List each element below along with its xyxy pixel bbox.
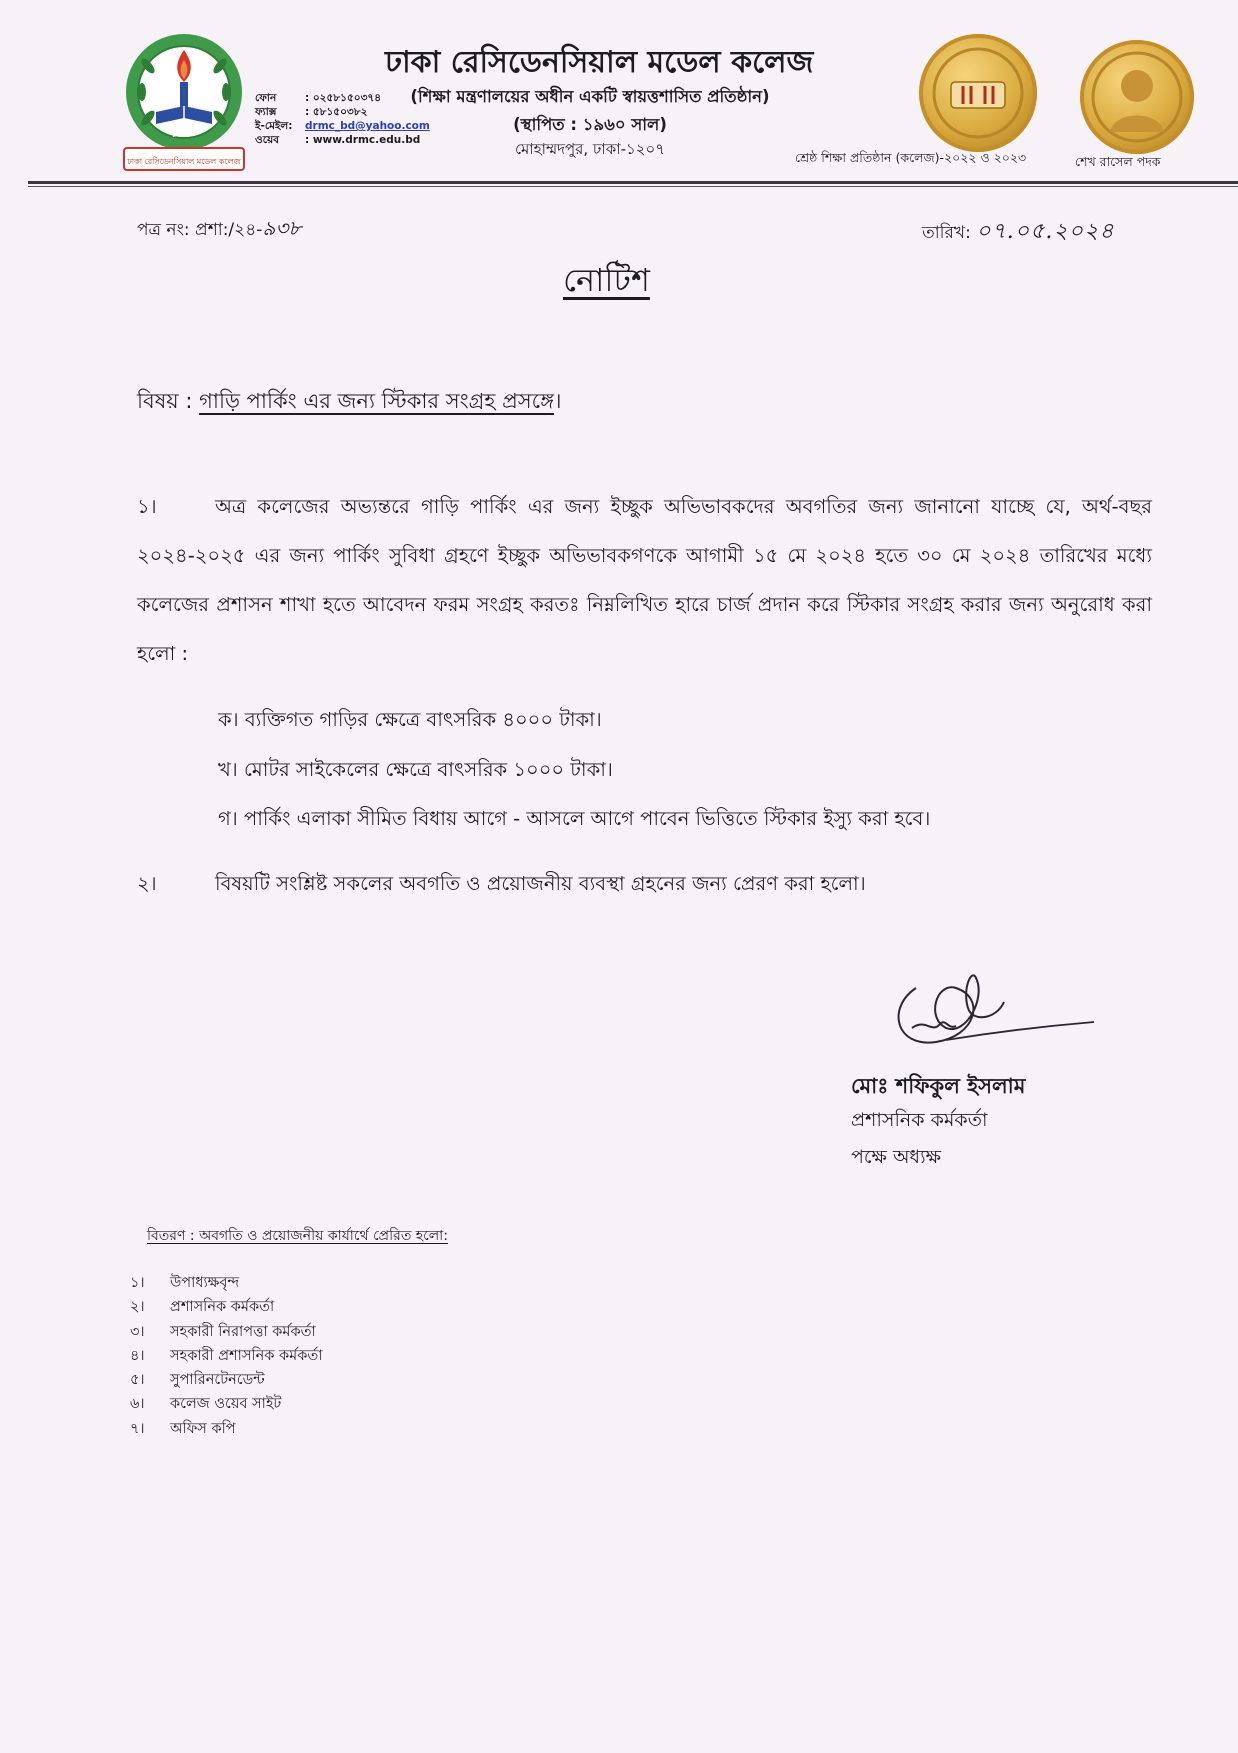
paragraph-1 [137, 482, 1152, 678]
charge-item-motorcycle: খ। মোটর সাইকেলের ক্ষেত্রে বাৎসরিক ১০০০ টাকা। [218, 758, 613, 781]
contact-web [255, 133, 455, 147]
memo-number-handwritten: ৯৩৮ [262, 216, 302, 240]
contact-web-value: : www.drmc.edu.bd [305, 134, 421, 146]
contact-fax [255, 105, 455, 119]
contact-email [255, 119, 455, 133]
list-item-number: ১। [130, 1275, 145, 1291]
list-item [130, 1344, 322, 1368]
contact-email-label: ই-মেইল: [255, 120, 293, 132]
contact-fax-value: : ৫৮১৫০৩৮২ [305, 106, 368, 118]
list-item-number: ২। [130, 1299, 145, 1316]
charge-item-car: ক। ব্যক্তিগত গাড়ির ক্ষেত্রে বাৎসরিক ৪০০০ টাকা। [218, 708, 602, 731]
contact-fax-label: ফ্যাক্স [255, 106, 277, 118]
list-item-text: উপাধ্যক্ষবৃন্দ [170, 1275, 240, 1291]
list-item-text: সহকারী প্রশাসনিক কর্মকর্তা [170, 1347, 323, 1364]
college-logo [118, 30, 250, 178]
notice-date [922, 214, 1115, 251]
list-item-number: ৭। [130, 1420, 145, 1437]
subject-label: বিষয় : [137, 389, 193, 413]
list-item-number: ৩। [130, 1323, 145, 1340]
contact-web-label: ওয়েব [255, 134, 279, 146]
notice-title: নোটিশ [563, 261, 650, 299]
list-item-text: প্রশাসনিক কর্মকর্তা [170, 1299, 275, 1316]
distribution-list [130, 1271, 322, 1441]
list-item [130, 1417, 322, 1441]
date-value-handwritten: ০৭.০৫.২০২৪ [976, 219, 1115, 244]
signer-on-behalf: পক্ষে অধ্যক্ষ [851, 1146, 941, 1168]
signer-name: মোঃ শফিকুল ইসলাম [851, 1074, 1026, 1098]
college-address: মোহাম্মদপুর, ঢাকা-১২০৭ [514, 140, 666, 158]
college-subtitle: (শিক্ষা মন্ত্রণালয়ের অধীন একটি স্বায়ত্তশাসিত প্রতিষ্ঠান) [410, 87, 770, 106]
distribution-heading: বিতরণ : অবগতি ও প্রয়োজনীয় কার্যার্থে প্রেরিত হলো: [147, 1228, 448, 1244]
list-item-text: সহকারী নিরাপত্তা কর্মকর্তা [170, 1323, 316, 1340]
award-medal-caption: শ্রেষ্ঠ শিক্ষা প্রতিষ্ঠান (কলেজ)-২০২২ ও ২০২৩ [795, 150, 1027, 165]
paragraph-1-text: অত্র কলেজের অভ্যন্তরে গাড়ি পার্কিং এর জন্য ইচ্ছুক অভিভাবকদের অবগতির জন্য জানানো যাচ্ছে যে, অর্থ-বছর ২০২৪-২০২৫ এর জন্য পার্কিং সুবিধা গ্রহণে ইচ্ছুক অভিভাবকগণকে আগামী ১৫ মে ২০২৪ হতে ৩০ মে ২০২৪ তারিখের মধ্যে কলেজের প্রশাসন শাখা হতে আবেদন ফরম সংগ্রহ করতঃ নিম্নলিখিত হারে চার্জ প্রদান করে স্টিকার সংগ্রহ করার জন্য অনুরোধ করা হলো : [137, 495, 1152, 665]
subject-text: গাড়ি পার্কিং এর জন্য স্টিকার সংগ্রহ প্রসঙ্গে [199, 389, 555, 413]
award-medal-icon [919, 34, 1037, 152]
memo-label: পত্র নং: প্রশা:/২৪- [137, 220, 263, 240]
logo-banner-text: ঢাকা রেসিডেনসিয়াল মডেল কলেজ [127, 157, 241, 166]
college-name: ঢাকা রেসিডেনসিয়াল মডেল কলেজ [385, 45, 814, 80]
list-item [130, 1392, 322, 1416]
list-item-number: ৬। [130, 1396, 145, 1413]
list-item-text: অফিস কপি [170, 1420, 236, 1437]
handwritten-signature [876, 958, 1096, 1058]
sheikh-russel-medal-caption: শেখ রাসেল পদক [1075, 154, 1161, 169]
list-item [130, 1320, 322, 1344]
letterhead-divider-thin [28, 186, 1238, 187]
sheikh-russel-medal-icon [1080, 40, 1194, 154]
subject-end: । [554, 389, 562, 413]
letterhead-divider [28, 181, 1238, 184]
established-year: (স্থাপিত : ১৯৬০ সাল) [513, 115, 667, 134]
contact-phone [255, 91, 455, 105]
contact-email-link[interactable]: drmc_bd@yahoo.com [305, 120, 430, 132]
signer-title: প্রশাসনিক কর্মকর্তা [851, 1109, 988, 1131]
date-label: তারিখ: [922, 223, 971, 243]
list-item-number: ৫। [130, 1372, 145, 1389]
paragraph-2 [137, 870, 1152, 902]
list-item [130, 1271, 322, 1295]
list-item-text: কলেজ ওয়েব সাইট [170, 1396, 282, 1413]
paragraph-1-number: ১। [137, 495, 157, 518]
contact-phone-value: : ০২৫৮১৫০৩৭৪ [305, 92, 382, 104]
list-item-number: ৪। [130, 1347, 145, 1364]
subject-line [137, 385, 562, 420]
memo-number [137, 214, 301, 247]
contact-phone-label: ফোন [255, 92, 277, 104]
list-item-text: সুপারিনটেনডেন্ট [170, 1372, 265, 1389]
logo-year-text: ১৯৬০ [171, 129, 197, 140]
charge-item-note: গ। পার্কিং এলাকা সীমিত বিধায় আগে - আসলে আগে পাবেন ভিত্তিতে স্টিকার ইস্যু করা হবে। [218, 807, 931, 830]
contact-block [255, 91, 455, 147]
paragraph-2-number: ২। [137, 872, 157, 895]
paragraph-2-text: বিষয়টি সংশ্লিষ্ট সকলের অবগতি ও প্রয়োজনীয় ব্যবস্থা গ্রহনের জন্য প্রেরণ করা হলো। [215, 872, 866, 895]
list-item [130, 1368, 322, 1392]
list-item [130, 1295, 322, 1319]
